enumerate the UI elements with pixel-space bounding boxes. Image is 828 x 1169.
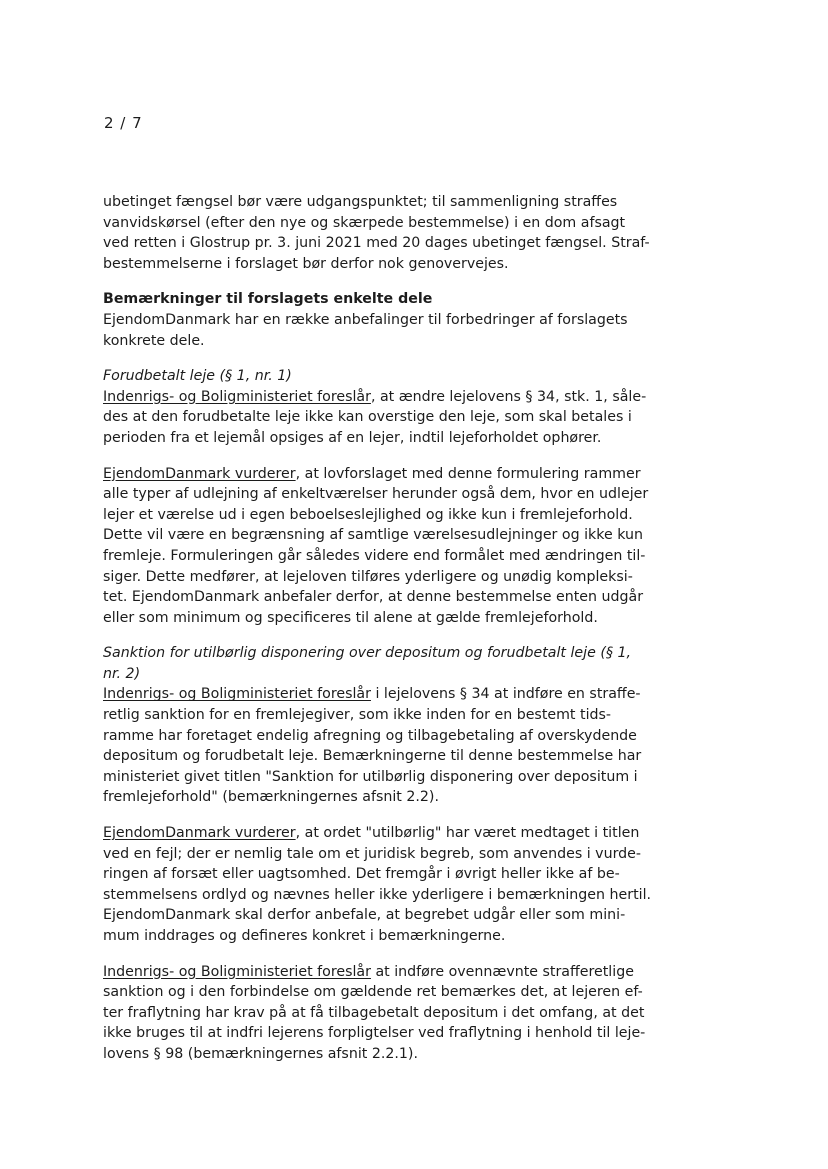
text-line: fremlejeforhold" (bemærkningernes afsnit 2.2). [103, 789, 439, 806]
text-line: ministeriet givet titlen "Sanktion for utilbørlig disponering over depositum i [103, 768, 638, 785]
text-line: konkrete dele. [103, 332, 205, 349]
text-line: ringen af forsæt eller uagtsomhed. Det fremgår i øvrigt heller ikke af be- [103, 866, 620, 883]
text-line: alle typer af udlejning af enkeltværelser herunder også dem, hvor en udlejer [103, 486, 649, 503]
assessment-paragraph [103, 823, 683, 947]
text-fragment: i lejelovens § 34 at indføre en straffe- [370, 686, 641, 703]
text-line: depositum og forudbetalt leje. Bemærkningerne til denne bestemmelse har [103, 748, 642, 765]
text-line: EjendomDanmark skal derfor anbefale, at begrebet udgår eller som mini- [103, 907, 626, 924]
text-line: ved en fejl; der er nemlig tale om et juridisk begreb, som anvendes i vurde- [103, 845, 642, 862]
assessment-paragraph [103, 464, 683, 629]
text-line: des at den forudbetalte leje ikke kan overstige den leje, som skal betales i [103, 409, 632, 426]
text-line: ubetinget fængsel bør være udgangspunktet; til sammenligning straffes [103, 194, 618, 210]
text-line: ikke bruges til at indfri lejerens forpligtelser ved fraflytning i henhold til leje- [103, 1025, 646, 1042]
text-line [103, 684, 683, 705]
text-fragment: , at lovforslaget med denne formulering rammer [295, 465, 641, 482]
text-line: EjendomDanmark har en række anbefalinger til forbedringer af forslagets [103, 311, 628, 328]
text-line: ter fraflytning har krav på at få tilbagebetalt depositum i det omfang, at det [103, 1004, 645, 1021]
text-line [103, 464, 683, 485]
text-line: ramme har foretaget endelig afregning og tilbagebetaling af overskydende [103, 727, 637, 744]
subsection-prepaid-rent [103, 366, 683, 448]
subsection-sanction [103, 643, 683, 808]
ministry-proposal-ref: Indenrigs- og Boligministeriet foreslår [103, 388, 371, 405]
text-line: mum inddrages og defineres konkret i bemærkningerne. [103, 928, 506, 944]
page-number: 2 / 7 [104, 114, 143, 132]
text-fragment: , at ordet "utilbørlig" har været medtaget i titlen [295, 825, 640, 842]
text-line: eller som minimum og specificeres til alene at gælde fremlejeforhold. [103, 609, 598, 626]
text-line: stemmelsens ordlyd og nævnes heller ikke yderligere i bemærkningen hertil. [103, 886, 652, 903]
text-line: tet. EjendomDanmark anbefaler derfor, at denne bestemmelse enten udgår [103, 589, 644, 606]
text-line: ved retten i Glostrup pr. 3. juni 2021 med 20 dages ubetinget fængsel. Straf- [103, 235, 650, 252]
text-line [103, 387, 683, 408]
text-line: perioden fra et lejemål opsiges af en lejer, indtil lejeforholdet ophører. [103, 429, 602, 446]
text-fragment: at indføre ovennævnte strafferetlige [370, 963, 634, 980]
subsection-heading: nr. 2) [103, 665, 141, 682]
text-line: vanvidskørsel (efter den nye og skærpede bestemmelse) i en dom afsagt [103, 214, 626, 231]
text-line: lovens § 98 (bemærkningernes afsnit 2.2.1). [103, 1045, 418, 1062]
text-line: siger. Dette medfører, at lejeloven tilføres yderligere og unødig kompleksi- [103, 568, 633, 585]
text-line: lejer et værelse ud i egen beboelseslejlighed og ikke kun i fremlejeforhold. [103, 506, 633, 523]
text-fragment: , at ændre lejelovens § 34, stk. 1, såle- [370, 388, 647, 405]
text-line: retlig sanktion for en fremlejegiver, som ikke inden for en bestemt tids- [103, 707, 612, 724]
subsection-heading: Forudbetalt leje (§ 1, nr. 1) [103, 368, 292, 385]
subsection-heading: Sanktion for utilbørlig disponering over depositum og forudbetalt leje (§ 1, [103, 645, 632, 662]
text-line: bestemmelserne i forslaget bør derfor nok genovervejes. [103, 255, 509, 272]
intro-paragraph [103, 192, 683, 274]
section-remarks [103, 289, 683, 351]
text-line [103, 962, 683, 983]
text-line: Dette vil være en begrænsning af samtlige værelsesudlejninger og ikke kun [103, 527, 643, 544]
ejendomdanmark-assessment-ref: EjendomDanmark vurderer [103, 465, 296, 482]
section-heading: Bemærkninger til forslagets enkelte dele [103, 291, 433, 308]
text-line: fremleje. Formuleringen går således videre end formålet med ændringen til- [103, 547, 646, 564]
ejendomdanmark-assessment-ref: EjendomDanmark vurderer [103, 825, 296, 842]
text-line [103, 823, 683, 844]
ministry-proposal-ref: Indenrigs- og Boligministeriet foreslår [103, 686, 371, 703]
text-line: sanktion og i den forbindelse om gældende ret bemærkes det, at lejeren ef- [103, 984, 643, 1001]
ministry-proposal-ref: Indenrigs- og Boligministeriet foreslår [103, 963, 371, 980]
ministry-proposal-paragraph [103, 962, 683, 1065]
document-body [103, 192, 683, 1080]
